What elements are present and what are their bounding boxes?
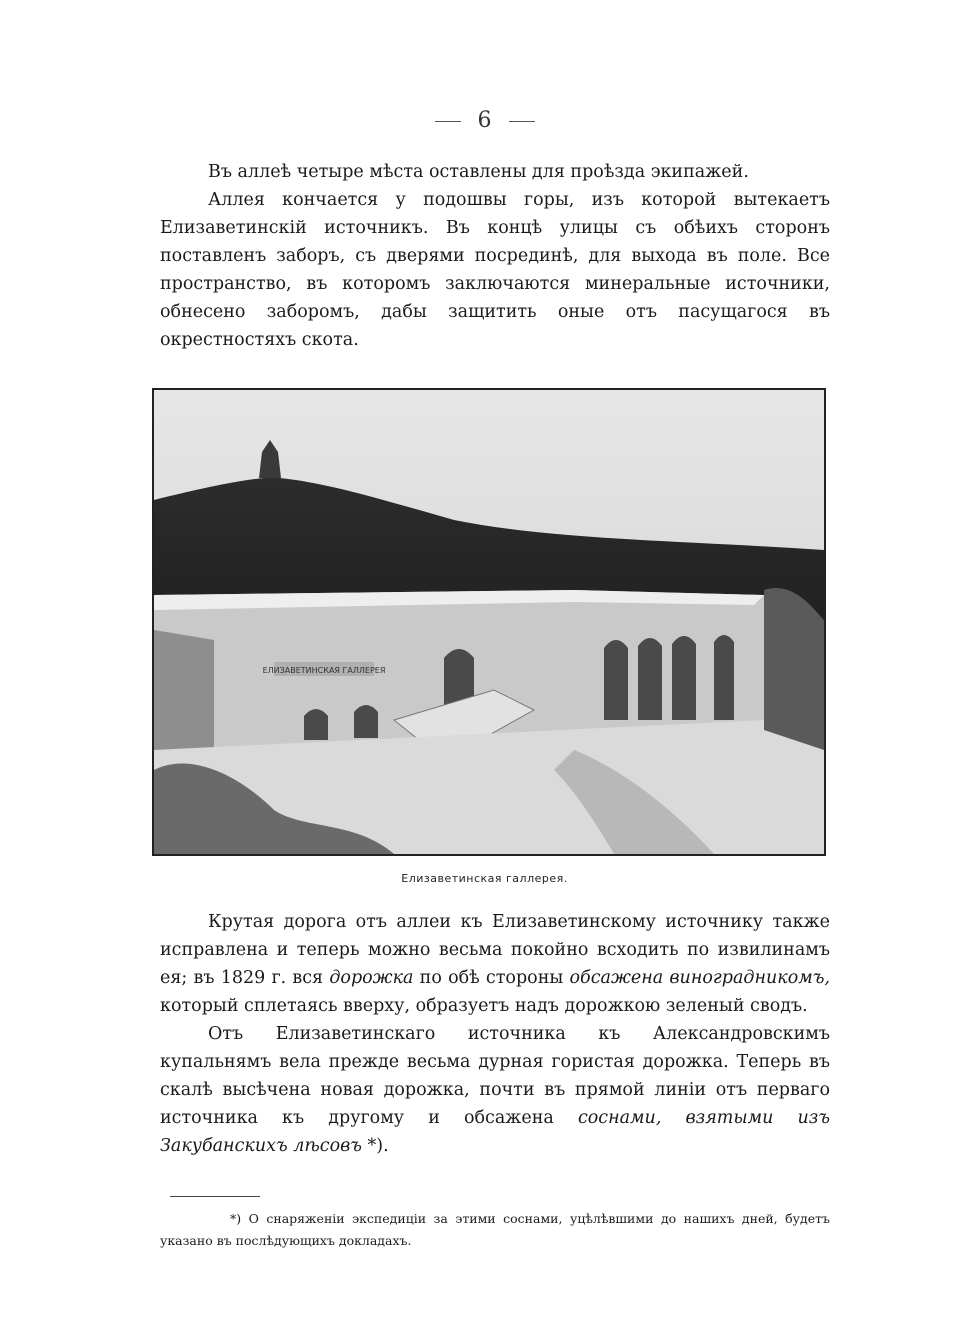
figure-caption: Елизаветинская галлерея. (401, 872, 568, 885)
footnote-rule (170, 1196, 260, 1197)
text-run: *). (361, 1136, 389, 1156)
photo-figure (152, 388, 826, 856)
page-header (0, 108, 969, 133)
italic-run: дорожка (329, 968, 414, 988)
text-run: Отъ Елизаветинскаго источника къ Александровскимъ купальнямъ вела прежде весьма дурная гористая дорожка. Теперь въ скалѣ высѣчена новая дорожка, почти въ прямой линіи отъ перваго источника къ другому и обсажена (160, 1024, 830, 1128)
text-run: Крутая дорога отъ аллеи къ Елизаветинскому источнику также исправлена и теперь можно весьма покойно всходить по извилинамъ ея; въ 1829 г. вся (160, 912, 830, 988)
text-run: который сплетаясь вверху, образуетъ надъ дорожкою зеленый сводъ. (160, 996, 808, 1016)
building-sign-text: ЕЛИЗАВЕТИНСКАЯ ГАЛЛЕРЕЯ (262, 666, 386, 675)
right-trees (764, 588, 824, 750)
paragraph: Въ аллеѣ четыре мѣста оставлены для проѣзда экипажей. (208, 162, 749, 182)
footnote (160, 1208, 830, 1252)
paragraph: Аллея кончается у подошвы горы, изъ которой вытекаетъ Елизаветинскій источникъ. Въ концѣ улицы съ обѣихъ сторонъ поставленъ заборъ, съ дверями посрединѣ, для выхода въ поле. Все пространство, въ которомъ заключаются минеральные источники, обнесено заборомъ, дабы защитить оные отъ пасущагося въ окрестностяхъ скота. (160, 190, 830, 350)
italic-run: соснами, взятыми изъ Закубанскихъ лѣсовъ (160, 1108, 830, 1156)
italic-run: обсажена виноградникомъ, (569, 968, 830, 988)
bottom-text (160, 908, 830, 1160)
paragraph (160, 1020, 830, 1160)
footnote-text: *) О снаряженіи экспедиціи за этими соснами, уцѣлѣвшими до нашихъ дней, будетъ указано въ послѣдующихъ докладахъ. (160, 1211, 830, 1248)
gallery-photo (154, 390, 824, 854)
header-dash-right (509, 121, 535, 122)
paragraph (160, 908, 830, 1020)
page-number: 6 (477, 108, 492, 133)
header-dash-left (435, 121, 461, 122)
text-run: по обѣ стороны (413, 968, 570, 988)
top-text (160, 158, 830, 354)
